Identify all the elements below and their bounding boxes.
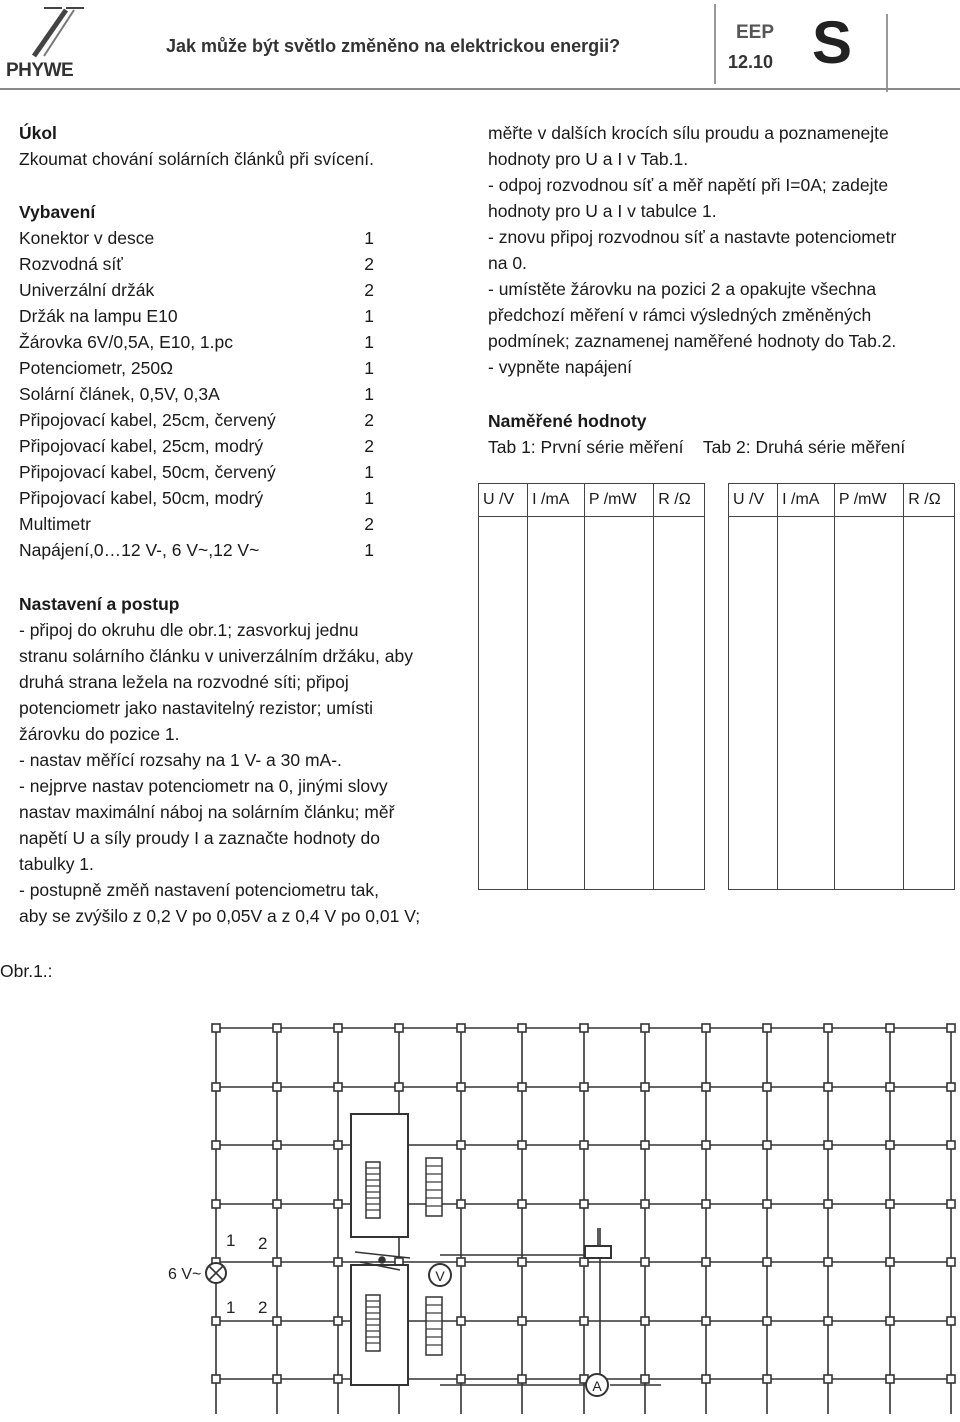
table-cell[interactable]: [654, 517, 705, 890]
grid-node: [886, 1375, 894, 1383]
equipment-item: Konektor v desce 1: [19, 228, 374, 248]
grid-node: [457, 1258, 465, 1266]
phywe-logo-mark: [4, 4, 90, 60]
grid-node: [518, 1317, 526, 1325]
grid-node: [395, 1024, 403, 1032]
grid-node: [457, 1083, 465, 1091]
procedure-line: druhá strana ležela na rozvodné síti; připoj: [19, 672, 349, 692]
procedure-heading: Nastavení a postup: [19, 594, 180, 614]
grid-node: [763, 1375, 771, 1383]
grid-node: [702, 1200, 710, 1208]
task-section: [19, 120, 374, 172]
header-divider: [0, 88, 960, 90]
lamp-source-icon: [206, 1263, 226, 1283]
procedure-line: na 0.: [488, 253, 527, 273]
grid-node: [947, 1317, 955, 1325]
results-heading: Naměřené hodnoty: [488, 411, 647, 431]
grid-node: [580, 1258, 588, 1266]
grid-node: [273, 1375, 281, 1383]
position-label: 2: [258, 1298, 268, 1317]
grid-node: [334, 1375, 342, 1383]
grid-node: [763, 1317, 771, 1325]
table-cell[interactable]: [584, 517, 653, 890]
grid-node: [518, 1141, 526, 1149]
grid-node: [702, 1083, 710, 1091]
code-box: [714, 4, 796, 84]
grid-node: [334, 1200, 342, 1208]
grid-node: [886, 1141, 894, 1149]
procedure-line: předchozí měření v rámci výsledných změněných: [488, 305, 872, 325]
grid-node: [641, 1141, 649, 1149]
task-text: Zkoumat chování solárních článků při svícení.: [19, 149, 375, 169]
potentiometer-icon: [585, 1228, 611, 1258]
procedure-line: aby se zvýšilo z 0,2 V po 0,05V a z 0,4 V po 0,01 V;: [19, 906, 421, 926]
grid-node: [763, 1141, 771, 1149]
procedure-line: stranu solárního článku v univerzálním držáku, aby: [19, 646, 413, 666]
grid-node: [641, 1317, 649, 1325]
grid-node: [886, 1200, 894, 1208]
procedure-continued: [488, 120, 896, 380]
procedure-line: - nastav měřící rozsahy na 1 V- a 30 mA-.: [19, 750, 342, 770]
level-letter: S: [812, 9, 853, 76]
code-number: 12.10: [728, 52, 774, 72]
procedure-line: - znovu připoj rozvodnou síť a nastavte potenciometr: [488, 227, 897, 247]
grid-node: [641, 1024, 649, 1032]
equipment-heading: Vybavení: [19, 202, 96, 222]
procedure-section: [19, 591, 420, 929]
grid-node: [947, 1258, 955, 1266]
equipment-item: Solární článek, 0,5V, 0,3A 1: [19, 384, 374, 404]
grid-node: [395, 1083, 403, 1091]
grid-node: [641, 1258, 649, 1266]
grid-node: [457, 1024, 465, 1032]
grid-node: [273, 1083, 281, 1091]
code-label: EEP: [736, 22, 775, 43]
equipment-section: [19, 199, 374, 563]
figure-caption: Obr.1.:: [0, 961, 53, 981]
ammeter-icon: [586, 1374, 608, 1396]
grid-node: [212, 1024, 220, 1032]
grid-node: [334, 1024, 342, 1032]
procedure-line: tabulky 1.: [19, 854, 94, 874]
grid-node: [457, 1200, 465, 1208]
wires: [440, 1228, 661, 1385]
grid-node: [886, 1083, 894, 1091]
equipment-item: Připojovací kabel, 50cm, modrý 1: [19, 488, 374, 508]
voltmeter-label: V: [435, 1268, 445, 1284]
circuit-diagram: [160, 1010, 960, 1422]
tab1-caption: Tab 1: První série měření: [488, 437, 684, 457]
equipment-item: Připojovací kabel, 50cm, červený 1: [19, 462, 374, 482]
equipment-item: Žárovka 6V/0,5A, E10, 1.pc 1: [19, 332, 374, 352]
procedure-line: potenciometr jako nastavitelný rezistor; umísti: [19, 698, 374, 718]
grid-node: [824, 1317, 832, 1325]
equipment-item: Napájení,0…12 V-, 6 V~,12 V~ 1: [19, 540, 374, 560]
grid-node: [702, 1258, 710, 1266]
level-box: [806, 10, 876, 82]
grid-node: [273, 1317, 281, 1325]
grid-node: [824, 1083, 832, 1091]
grid-node: [763, 1200, 771, 1208]
position-label: 1: [226, 1231, 236, 1250]
grid-node: [702, 1141, 710, 1149]
grid-node: [580, 1024, 588, 1032]
column-header: R /Ω: [904, 484, 955, 517]
grid-node: [641, 1200, 649, 1208]
level-divider: [886, 14, 888, 92]
procedure-line: žárovku do pozice 1.: [19, 724, 180, 744]
grid-node: [886, 1317, 894, 1325]
grid-node: [702, 1317, 710, 1325]
grid-node: [273, 1200, 281, 1208]
ammeter-label: A: [592, 1378, 602, 1394]
grid-node: [212, 1317, 220, 1325]
column-header: I /mA: [528, 484, 585, 517]
results-section: [488, 408, 905, 460]
grid-node: [641, 1375, 649, 1383]
grid-node: [334, 1141, 342, 1149]
column-header: R /Ω: [654, 484, 705, 517]
grid-node: [457, 1141, 465, 1149]
table-captions: [488, 434, 905, 460]
grid-node: [580, 1317, 588, 1325]
procedure-line: - postupně změň nastavení potenciometru tak,: [19, 880, 379, 900]
equipment-item: Držák na lampu E10 1: [19, 306, 374, 326]
grid-node: [886, 1024, 894, 1032]
procedure-line: hodnoty pro U a I v Tab.1.: [488, 149, 689, 169]
column-header: P /mW: [584, 484, 653, 517]
procedure-line: podmínek; zaznamenej naměřené hodnoty do Tab.2.: [488, 331, 897, 351]
grid-node: [763, 1024, 771, 1032]
source-label: 6 V~: [168, 1266, 202, 1283]
procedure-line: - nejprve nastav potenciometr na 0, jinými slovy: [19, 776, 388, 796]
grid-node: [947, 1083, 955, 1091]
grid-node: [518, 1083, 526, 1091]
column-header: P /mW: [834, 484, 903, 517]
grid-node: [334, 1083, 342, 1091]
grid-node: [518, 1258, 526, 1266]
column-header: I /mA: [778, 484, 835, 517]
measurement-table-2: [728, 483, 955, 890]
grid-node: [273, 1024, 281, 1032]
grid-node: [273, 1258, 281, 1266]
equipment-item: Připojovací kabel, 25cm, modrý 2: [19, 436, 374, 456]
solar-cell-bottom: [351, 1265, 442, 1385]
page-title: Jak může být světlo změněno na elektrickou energii?: [166, 36, 621, 56]
column-header: U /V: [479, 484, 528, 517]
grid-node: [334, 1258, 342, 1266]
grid-node: [334, 1317, 342, 1325]
grid-node: [641, 1083, 649, 1091]
grid-node: [824, 1141, 832, 1149]
procedure-line: hodnoty pro U a I v tabulce 1.: [488, 201, 717, 221]
grid-node: [457, 1375, 465, 1383]
grid-node: [212, 1200, 220, 1208]
grid-node: [702, 1375, 710, 1383]
procedure-line: - vypněte napájení: [488, 357, 632, 377]
table-cell[interactable]: [479, 517, 528, 890]
grid-node: [580, 1141, 588, 1149]
grid-node: [518, 1024, 526, 1032]
equipment-item: Rozvodná síť 2: [19, 254, 374, 274]
phywe-logo: [4, 4, 90, 86]
task-heading: Úkol: [19, 123, 57, 143]
column-header: U /V: [729, 484, 778, 517]
grid-node: [886, 1258, 894, 1266]
grid-node: [947, 1141, 955, 1149]
equipment-item: Univerzální držák 2: [19, 280, 374, 300]
solar-cell-top: [351, 1114, 442, 1237]
grid-node: [212, 1141, 220, 1149]
measurement-table-1: [478, 483, 705, 890]
procedure-line: - připoj do okruhu dle obr.1; zasvorkuj jednu: [19, 620, 359, 640]
grid-node: [947, 1024, 955, 1032]
grid-node: [580, 1200, 588, 1208]
equipment-item: Multimetr 2: [19, 514, 374, 534]
tab2-caption: Tab 2: Druhá série měření: [702, 437, 906, 457]
procedure-line: - odpoj rozvodnou síť a měř napětí při I=0A; zadejte: [488, 175, 889, 195]
logo-text: PHYWE: [6, 60, 74, 81]
grid-node: [947, 1200, 955, 1208]
grid-node: [212, 1375, 220, 1383]
position-label: 1: [226, 1298, 236, 1317]
voltmeter-icon: [429, 1264, 451, 1286]
table-cell[interactable]: [528, 517, 585, 890]
table-cell[interactable]: [904, 517, 955, 890]
table-cell[interactable]: [834, 517, 903, 890]
grid-node: [273, 1141, 281, 1149]
procedure-line: nastav maximální náboj na solárním článku; měř: [19, 802, 395, 822]
procedure-line: napětí U a síly proudy I a zaznačte hodnoty do: [19, 828, 380, 848]
grid-node: [702, 1024, 710, 1032]
grid-node: [580, 1083, 588, 1091]
procedure-line: měřte v dalších krocích sílu proudu a poznamenejte: [488, 123, 889, 143]
grid-node: [763, 1083, 771, 1091]
grid-node: [824, 1258, 832, 1266]
grid-node: [824, 1200, 832, 1208]
procedure-line: - umístěte žárovku na pozici 2 a opakujte všechna: [488, 279, 877, 299]
grid-node: [518, 1375, 526, 1383]
equipment-list: [19, 225, 374, 563]
grid-node: [457, 1317, 465, 1325]
grid-node: [212, 1083, 220, 1091]
position-label: 2: [258, 1234, 268, 1253]
grid-node: [763, 1258, 771, 1266]
grid-node: [518, 1200, 526, 1208]
equipment-item: Připojovací kabel, 25cm, červený 2: [19, 410, 374, 430]
table-cell[interactable]: [729, 517, 778, 890]
grid-node: [824, 1375, 832, 1383]
table-cell[interactable]: [778, 517, 835, 890]
grid-node: [947, 1375, 955, 1383]
grid-node: [824, 1024, 832, 1032]
equipment-item: Potenciometr, 250Ω 1: [19, 358, 374, 378]
plug-in-board-grid: [212, 1024, 955, 1414]
